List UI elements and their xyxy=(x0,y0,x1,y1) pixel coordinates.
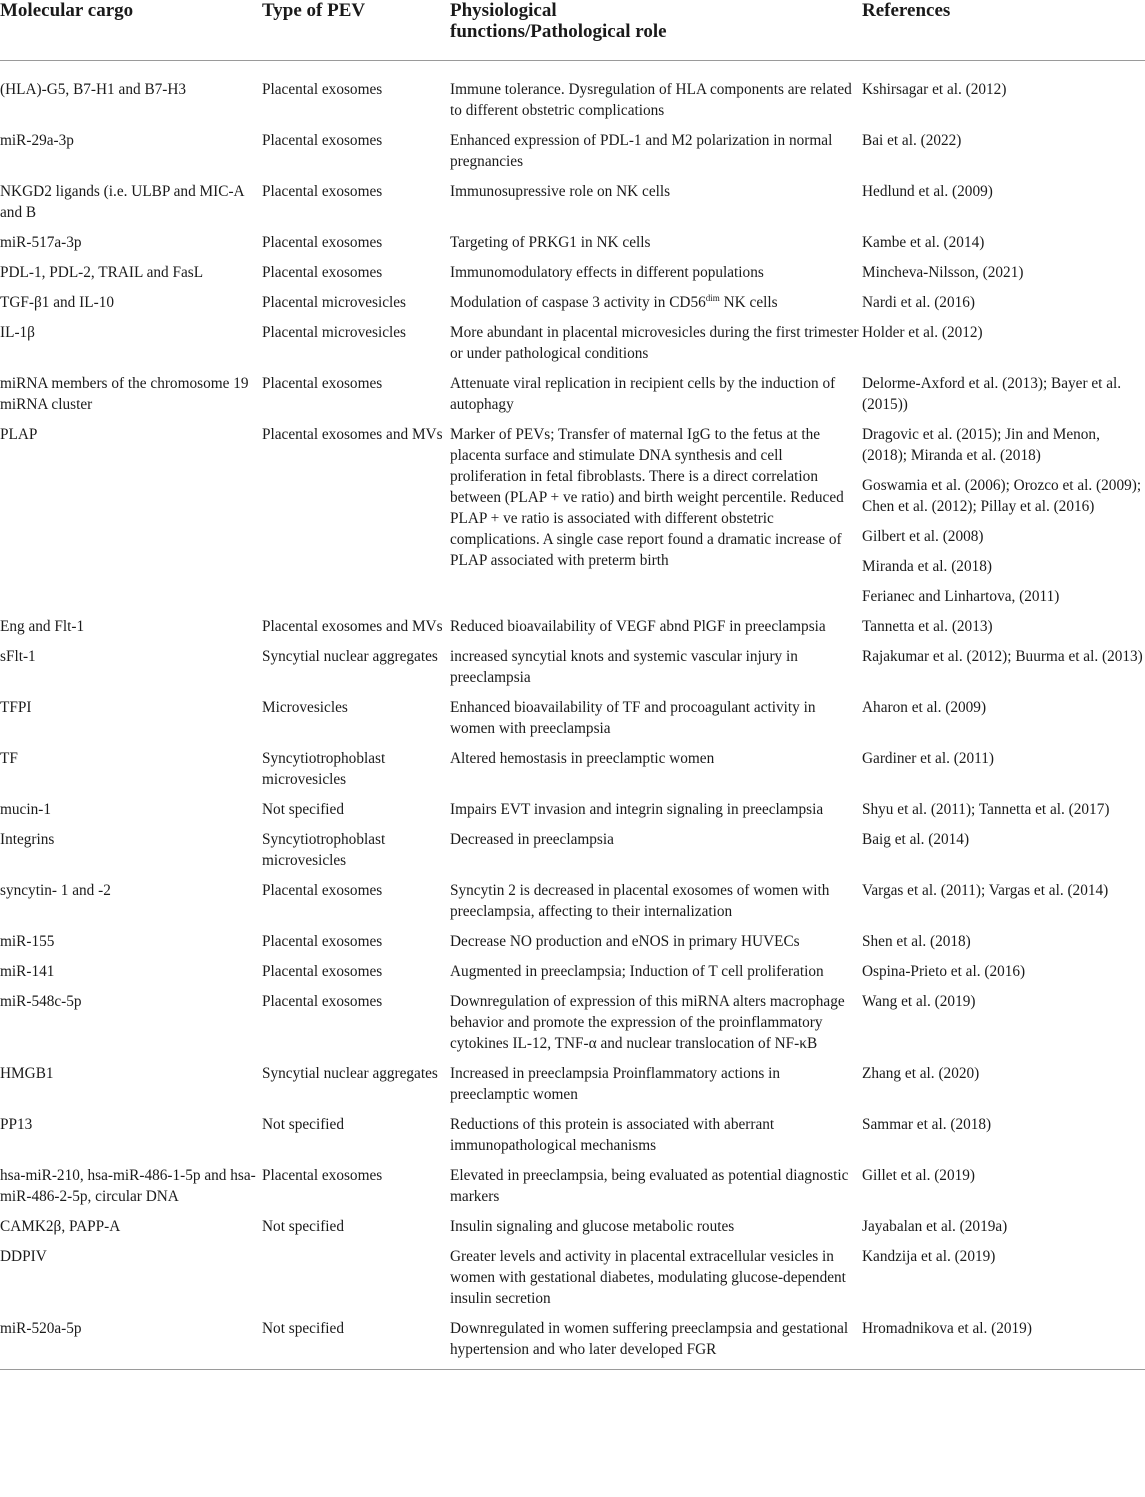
cell-type-of-pev: Syncytial nuclear aggregates xyxy=(262,1065,438,1082)
cell-references xyxy=(862,61,1145,123)
cell-function xyxy=(450,284,862,314)
cell-function: Augmented in preeclampsia; Induction of T cell proliferation xyxy=(450,963,824,980)
cell-type-of-pev: Placental exosomes xyxy=(262,183,383,200)
cell-molecular-cargo: miR-155 xyxy=(0,933,55,950)
reference-citation: Mincheva-Nilsson, (2021) xyxy=(862,264,1024,281)
cell-type-of-pev: Syncytiotrophoblast microvesicles xyxy=(262,750,386,788)
table-row xyxy=(0,122,1145,173)
table-row xyxy=(0,173,1145,224)
cell-function: Syncytin 2 is decreased in placental exosomes of women with preeclampsia, affecting to their internalization xyxy=(450,882,830,920)
cell-references xyxy=(862,365,1145,416)
cell-references xyxy=(862,1055,1145,1106)
function-text: NK cells xyxy=(719,294,778,311)
reference-citation: Goswamia et al. (2006); Orozco et al. (2009); Chen et al. (2012); Pillay et al. (2016) xyxy=(862,477,1142,515)
cell-function: Targeting of PRKG1 in NK cells xyxy=(450,234,651,251)
cell-references xyxy=(862,416,1145,608)
cell-type-of-pev: Placental exosomes xyxy=(262,81,383,98)
reference-citation: Sammar et al. (2018) xyxy=(862,1116,992,1133)
cell-function: More abundant in placental microvesicles during the first trimester or under pathological conditions xyxy=(450,324,859,362)
function-text: Modulation of caspase 3 activity in CD56 xyxy=(450,294,706,311)
cell-molecular-cargo: (HLA)-G5, B7-H1 and B7-H3 xyxy=(0,81,187,98)
reference-citation: Miranda et al. (2018) xyxy=(862,558,992,575)
cell-function: Downregulated in women suffering preeclampsia and gestational hypertension and who later developed FGR xyxy=(450,1320,849,1358)
table-row xyxy=(0,224,1145,254)
table-row xyxy=(0,314,1145,365)
cell-molecular-cargo: NKGD2 ligands (i.e. ULBP and MIC-A and B xyxy=(0,183,244,221)
cell-references xyxy=(862,173,1145,224)
reference-citation: Kambe et al. (2014) xyxy=(862,234,985,251)
table-row xyxy=(0,1106,1145,1157)
cell-type-of-pev: Not specified xyxy=(262,801,344,818)
cell-references xyxy=(862,284,1145,314)
cell-references xyxy=(862,821,1145,872)
cell-function: Attenuate viral replication in recipient cells by the induction of autophagy xyxy=(450,375,836,413)
cell-function: Marker of PEVs; Transfer of maternal IgG to the fetus at the placenta surface and stimulate DNA synthesis and cell proliferation in fetal fibroblasts. There is a direct correlation between (PLAP + ve ratio) and birth weight percentile. Reduced PLAP + ve ratio is associated with different obstetric complications. A single case report found a dramatic increase of PLAP associated with preterm birth xyxy=(450,426,844,569)
cell-function: Increased in preeclampsia Proinflammatory actions in preeclamptic women xyxy=(450,1065,781,1103)
cell-molecular-cargo: sFlt-1 xyxy=(0,648,36,665)
reference-citation: Hromadnikova et al. (2019) xyxy=(862,1320,1032,1337)
cell-function: Reduced bioavailability of VEGF abnd PlGF in preeclampsia xyxy=(450,618,826,635)
cell-function: Insulin signaling and glucose metabolic routes xyxy=(450,1218,735,1235)
cell-molecular-cargo: syncytin- 1 and -2 xyxy=(0,882,111,899)
table-row xyxy=(0,61,1145,123)
reference-citation: Tannetta et al. (2013) xyxy=(862,618,993,635)
cell-function: Downregulation of expression of this miRNA alters macrophage behavior and promote the expression of the proinflammatory cytokines IL-12, TNF-α and nuclear translocation of NF-κB xyxy=(450,993,845,1052)
cell-molecular-cargo: TGF-β1 and IL-10 xyxy=(0,294,114,311)
cell-type-of-pev: Not specified xyxy=(262,1320,344,1337)
reference-citation: Jayabalan et al. (2019a) xyxy=(862,1218,1008,1235)
cell-molecular-cargo: CAMK2β, PAPP-A xyxy=(0,1218,121,1235)
cell-molecular-cargo: miRNA members of the chromosome 19 miRNA cluster xyxy=(0,375,249,413)
cell-references xyxy=(862,740,1145,791)
table-row xyxy=(0,1055,1145,1106)
reference-citation: Shyu et al. (2011); Tannetta et al. (2017) xyxy=(862,801,1110,818)
cell-references xyxy=(862,314,1145,365)
cell-function: Decrease NO production and eNOS in primary HUVECs xyxy=(450,933,800,950)
reference-citation: Ferianec and Linhartova, (2011) xyxy=(862,588,1060,605)
table-row xyxy=(0,689,1145,740)
cell-molecular-cargo: hsa-miR-210, hsa-miR-486-1-5p and hsa-miR-486-2-5p, circular DNA xyxy=(0,1167,256,1205)
table-row xyxy=(0,365,1145,416)
cell-molecular-cargo: miR-517a-3p xyxy=(0,234,82,251)
reference-citation: Gardiner et al. (2011) xyxy=(862,750,994,767)
cell-type-of-pev: Placental exosomes xyxy=(262,993,383,1010)
reference-citation: Vargas et al. (2011); Vargas et al. (2014) xyxy=(862,882,1109,899)
cell-references xyxy=(862,254,1145,284)
cell-molecular-cargo: Eng and Flt-1 xyxy=(0,618,85,635)
cell-function: Enhanced bioavailability of TF and procoagulant activity in women with preeclampsia xyxy=(450,699,816,737)
header-references: References xyxy=(862,0,951,21)
cell-molecular-cargo: PDL-1, PDL-2, TRAIL and FasL xyxy=(0,264,204,281)
header-function xyxy=(450,0,862,61)
cell-function: Immune tolerance. Dysregulation of HLA components are related to different obstetric complications xyxy=(450,81,852,119)
cell-type-of-pev: Placental microvesicles xyxy=(262,324,406,341)
cell-references xyxy=(862,1157,1145,1208)
reference-citation: Zhang et al. (2020) xyxy=(862,1065,980,1082)
cell-molecular-cargo: TF xyxy=(0,750,18,767)
cell-type-of-pev: Placental exosomes xyxy=(262,933,383,950)
cell-molecular-cargo: PLAP xyxy=(0,426,38,443)
header-function-line1: Physiological xyxy=(450,0,557,21)
cell-references xyxy=(862,608,1145,638)
cell-type-of-pev: Placental exosomes xyxy=(262,132,383,149)
table-row xyxy=(0,1157,1145,1208)
table-row xyxy=(0,1238,1145,1310)
table-header xyxy=(0,0,1145,61)
reference-citation: Nardi et al. (2016) xyxy=(862,294,975,311)
cell-molecular-cargo: PP13 xyxy=(0,1116,33,1133)
reference-citation: Rajakumar et al. (2012); Buurma et al. (2013) xyxy=(862,648,1143,665)
reference-citation: Gillet et al. (2019) xyxy=(862,1167,975,1184)
cell-function: Greater levels and activity in placental extracellular vesicles in women with gestational diabetes, modulating glucose-dependent insulin secretion xyxy=(450,1248,846,1307)
cell-type-of-pev: Syncytial nuclear aggregates xyxy=(262,648,438,665)
cell-type-of-pev: Placental exosomes xyxy=(262,375,383,392)
function-superscript: dim xyxy=(705,293,720,303)
cell-molecular-cargo: miR-29a-3p xyxy=(0,132,74,149)
header-row xyxy=(0,0,1145,61)
reference-citation: Wang et al. (2019) xyxy=(862,993,976,1010)
cell-references xyxy=(862,1106,1145,1157)
cell-type-of-pev: Placental exosomes xyxy=(262,264,383,281)
cell-type-of-pev: Placental exosomes xyxy=(262,1167,383,1184)
cell-function: Reductions of this protein is associated with aberrant immunopathological mechanisms xyxy=(450,1116,775,1154)
table-row xyxy=(0,254,1145,284)
cell-type-of-pev: Syncytiotrophoblast microvesicles xyxy=(262,831,386,869)
cell-type-of-pev: Placental exosomes and MVs xyxy=(262,618,443,635)
table-row xyxy=(0,1208,1145,1238)
cell-function: Elevated in preeclampsia, being evaluated as potential diagnostic markers xyxy=(450,1167,849,1205)
cell-molecular-cargo: miR-141 xyxy=(0,963,55,980)
reference-citation: Dragovic et al. (2015); Jin and Menon, (2018); Miranda et al. (2018) xyxy=(862,426,1100,464)
table-row xyxy=(0,983,1145,1055)
cell-references xyxy=(862,1310,1145,1370)
cell-molecular-cargo: miR-520a-5p xyxy=(0,1320,82,1337)
cell-type-of-pev: Placental exosomes xyxy=(262,234,383,251)
table-body xyxy=(0,61,1145,1370)
table-row xyxy=(0,608,1145,638)
cell-molecular-cargo: Integrins xyxy=(0,831,55,848)
cell-type-of-pev: Not specified xyxy=(262,1116,344,1133)
reference-citation: Holder et al. (2012) xyxy=(862,324,983,341)
cell-function: Immunosupressive role on NK cells xyxy=(450,183,671,200)
cell-type-of-pev: Not specified xyxy=(262,1218,344,1235)
cell-references xyxy=(862,983,1145,1055)
header-function-line2: functions/Pathological role xyxy=(450,21,667,42)
reference-citation: Aharon et al. (2009) xyxy=(862,699,987,716)
cell-molecular-cargo: miR-548c-5p xyxy=(0,993,82,1010)
header-molecular-cargo: Molecular cargo xyxy=(0,0,134,21)
cell-function: Altered hemostasis in preeclamptic women xyxy=(450,750,715,767)
cell-references xyxy=(862,872,1145,923)
cell-molecular-cargo: DDPIV xyxy=(0,1248,47,1265)
cell-references xyxy=(862,953,1145,983)
cell-type-of-pev: Placental exosomes xyxy=(262,963,383,980)
cell-molecular-cargo: TFPI xyxy=(0,699,32,716)
table-row xyxy=(0,1310,1145,1370)
reference-citation: Baig et al. (2014) xyxy=(862,831,970,848)
table-row xyxy=(0,284,1145,314)
cell-references xyxy=(862,791,1145,821)
cell-type-of-pev: Placental exosomes and MVs xyxy=(262,426,443,443)
cell-type-of-pev: Microvesicles xyxy=(262,699,348,716)
table-row xyxy=(0,872,1145,923)
cell-function: Decreased in preeclampsia xyxy=(450,831,614,848)
reference-citation: Hedlund et al. (2009) xyxy=(862,183,993,200)
cell-function: Immunomodulatory effects in different populations xyxy=(450,264,764,281)
reference-citation: Kandzija et al. (2019) xyxy=(862,1248,996,1265)
reference-citation: Delorme-Axford et al. (2013); Bayer et al. (2015)) xyxy=(862,375,1122,413)
cell-references xyxy=(862,224,1145,254)
cell-references xyxy=(862,689,1145,740)
cell-function: Impairs EVT invasion and integrin signaling in preeclampsia xyxy=(450,801,824,818)
table-row xyxy=(0,740,1145,791)
cell-molecular-cargo: mucin-1 xyxy=(0,801,51,818)
reference-citation: Shen et al. (2018) xyxy=(862,933,971,950)
reference-citation: Ospina-Prieto et al. (2016) xyxy=(862,963,1026,980)
cell-references xyxy=(862,923,1145,953)
cell-type-of-pev: Placental microvesicles xyxy=(262,294,406,311)
cell-function: increased syncytial knots and systemic vascular injury in preeclampsia xyxy=(450,648,798,686)
table-row xyxy=(0,416,1145,608)
table-row xyxy=(0,638,1145,689)
cell-type-of-pev xyxy=(262,1238,450,1310)
cell-type-of-pev: Placental exosomes xyxy=(262,882,383,899)
cell-molecular-cargo: HMGB1 xyxy=(0,1065,54,1082)
reference-citation: Kshirsagar et al. (2012) xyxy=(862,81,1007,98)
cell-function: Enhanced expression of PDL-1 and M2 polarization in normal pregnancies xyxy=(450,132,833,170)
table-row xyxy=(0,923,1145,953)
header-type-of-pev: Type of PEV xyxy=(262,0,366,21)
reference-citation: Gilbert et al. (2008) xyxy=(862,528,984,545)
cell-references xyxy=(862,1208,1145,1238)
table-row xyxy=(0,821,1145,872)
table-row xyxy=(0,791,1145,821)
cell-molecular-cargo: IL-1β xyxy=(0,324,35,341)
cell-references xyxy=(862,1238,1145,1310)
cell-references xyxy=(862,122,1145,173)
cell-references xyxy=(862,638,1145,689)
table-row xyxy=(0,953,1145,983)
reference-citation: Bai et al. (2022) xyxy=(862,132,962,149)
